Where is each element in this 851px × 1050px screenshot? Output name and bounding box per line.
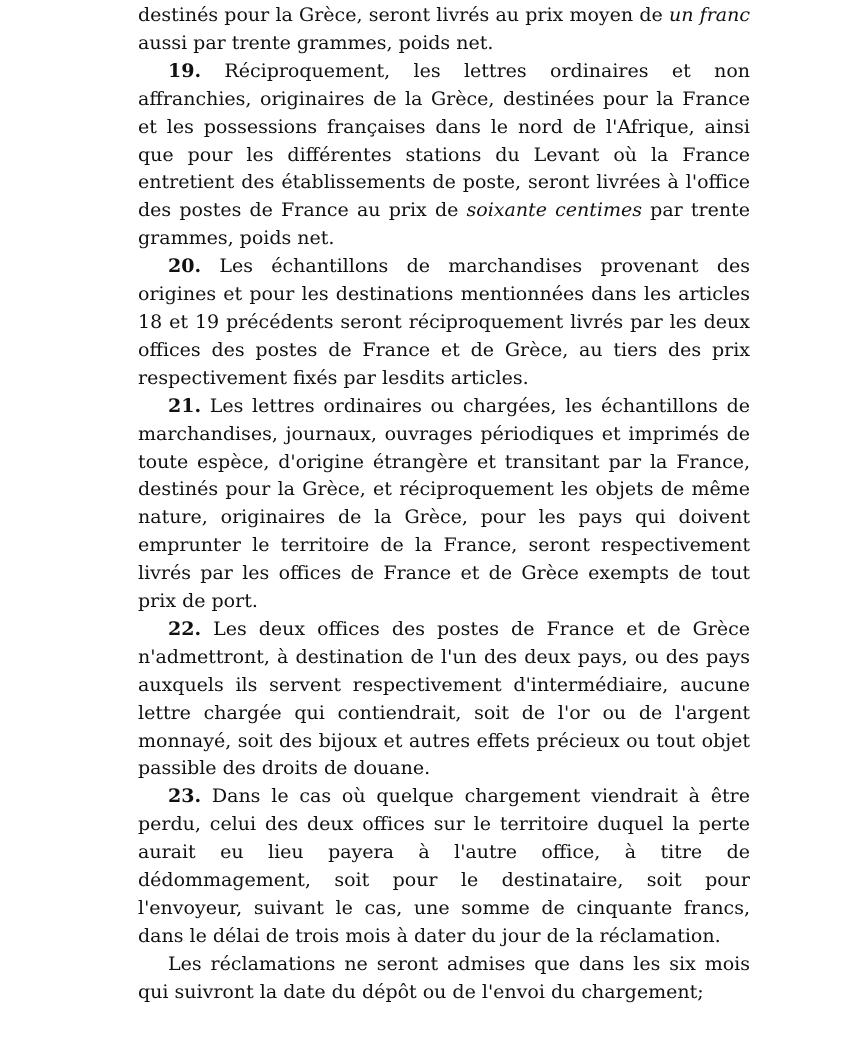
article-20 (138, 253, 750, 393)
article-19-text-part2: par trente grammes, poids net. (138, 199, 750, 250)
article-18-emphasis: un franc (668, 4, 750, 26)
article-23 (138, 783, 750, 950)
article-21-text: Les lettres ordinaires ou chargées, les échantillons de marchandises, journaux, ouvrages périodiques et imprimés de toute espèce, d'origine étrangère et transitant par la France, destinés pour la Grèce, et réciproquement les objets de même nature, originaires de la Grèce, pour les pays qui doivent emprunter le territoire de la France, seront respectivement livrés par les offices de France et de Grèce exempts de tout prix de port. (138, 394, 750, 613)
article-18-text-part2: aussi par trente grammes, poids net. (138, 31, 494, 54)
article-20-number: 20. (168, 255, 202, 278)
article-23-continuation-text: Les réclamations ne seront admises que dans les six mois qui suivront la date du dépôt ou de l'envoi du chargement; (138, 952, 750, 1003)
article-23-continuation (138, 951, 750, 1007)
article-23-text: Dans le cas où quelque chargement viendrait à être perdu, celui des deux offices sur le territoire duquel la perte aurait eu lieu payera à l'autre office, à titre de dédommagement, soit pour le destinataire, soit pour l'envoyeur, suivant le cas, une somme de cinquante francs, dans le délai de trois mois à dater du jour de la réclamation. (138, 785, 750, 947)
article-19 (138, 58, 750, 253)
article-22-text: Les deux offices des postes de France et de Grèce n'admettront, à destination de l'un des deux pays, ou des pays auxquels ils servent respectivement d'intermédiaire, aucune lettre chargée qui contiendrait, soit de l'or ou de l'argent monnayé, soit des bijoux et autres effets précieux ou tout objet passible des droits de douane. (138, 617, 750, 780)
article-23-number: 23. (168, 785, 202, 808)
article-21-number: 21. (168, 394, 202, 417)
article-18-continuation (138, 2, 750, 58)
article-20-text: Les échantillons de marchandises provenant des origines et pour les destinations mentionnées dans les articles 18 et 19 précédents seront réciproquement livrés par les deux offices des postes de France et de Grèce, au tiers des prix respectivement fixés par lesdits articles. (138, 255, 750, 389)
document-page (138, 2, 750, 1007)
article-18-text-part1: destinés pour la Grèce, seront livrés au prix moyen de (138, 4, 669, 26)
article-21 (138, 393, 750, 616)
article-22 (138, 616, 750, 783)
article-19-emphasis: soixante centimes (466, 199, 642, 222)
article-22-number: 22. (168, 617, 202, 640)
article-19-number: 19. (168, 59, 202, 82)
article-19-text-part1: Réciproquement, les lettres ordinaires et non affranchies, originaires de la Grèce, destinées pour la France et les possessions françaises dans le nord de l'Afrique, ainsi que pour les différentes stations du Levant où la France entretient des établissements de poste, seront livrées à l'office des postes de France au prix de (138, 59, 750, 222)
